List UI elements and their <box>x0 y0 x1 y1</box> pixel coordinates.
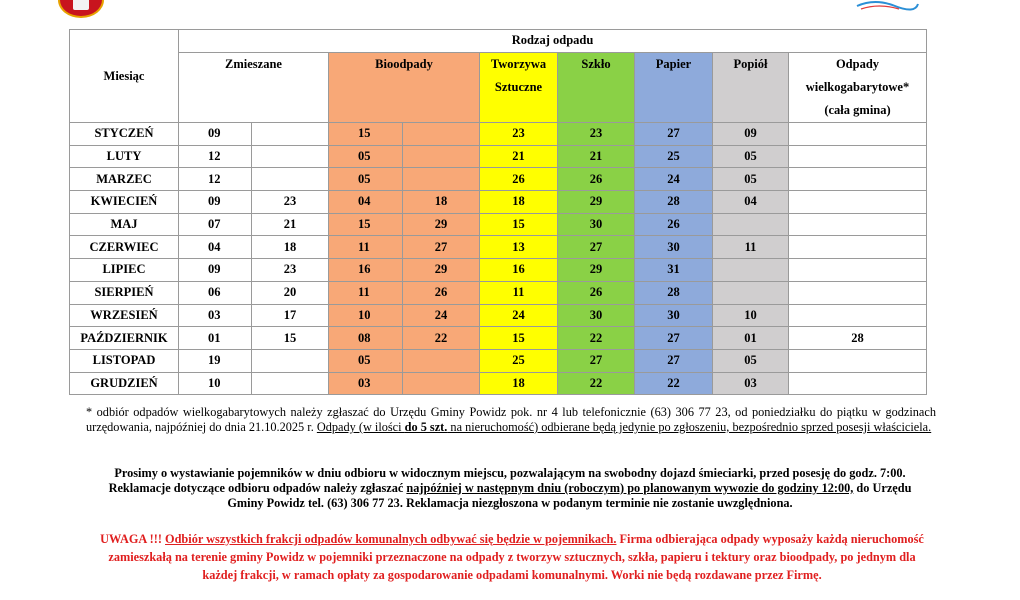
sponsor-logo-icon <box>855 0 920 16</box>
table-row <box>70 304 927 327</box>
date-cell-w <box>789 213 927 236</box>
date-cell-z1: 09 <box>179 259 252 282</box>
date-cell-s: 27 <box>558 349 635 372</box>
date-cell-po: 01 <box>713 327 789 350</box>
date-cell-t: 18 <box>480 191 558 214</box>
date-cell-b2: 29 <box>403 259 480 282</box>
date-cell-w <box>789 349 927 372</box>
date-cell-t: 26 <box>480 168 558 191</box>
table-row <box>70 123 927 146</box>
date-cell-z2: 20 <box>252 281 329 304</box>
date-cell-s: 26 <box>558 281 635 304</box>
date-cell-po <box>713 259 789 282</box>
date-cell-s: 23 <box>558 123 635 146</box>
date-cell-p: 28 <box>635 191 713 214</box>
date-cell-w <box>789 259 927 282</box>
date-cell-b1: 10 <box>329 304 403 327</box>
date-cell-z2 <box>252 145 329 168</box>
month-cell: CZERWIEC <box>70 236 179 259</box>
date-cell-w <box>789 191 927 214</box>
table-row <box>70 191 927 214</box>
date-cell-b1: 05 <box>329 349 403 372</box>
month-cell: LISTOPAD <box>70 349 179 372</box>
date-cell-po <box>713 213 789 236</box>
table-row <box>70 236 927 259</box>
date-cell-b2 <box>403 349 480 372</box>
month-cell: KWIECIEŃ <box>70 191 179 214</box>
date-cell-w <box>789 281 927 304</box>
date-cell-z2: 21 <box>252 213 329 236</box>
date-cell-b1: 05 <box>329 168 403 191</box>
table-row <box>70 349 927 372</box>
date-cell-s: 21 <box>558 145 635 168</box>
waste-collection-schedule-table <box>69 29 927 395</box>
date-cell-po: 04 <box>713 191 789 214</box>
date-cell-z2 <box>252 168 329 191</box>
date-cell-b2 <box>403 372 480 395</box>
date-cell-z2 <box>252 372 329 395</box>
date-cell-b2 <box>403 145 480 168</box>
date-cell-t: 15 <box>480 213 558 236</box>
month-cell: LIPIEC <box>70 259 179 282</box>
date-cell-t: 16 <box>480 259 558 282</box>
date-cell-z1: 10 <box>179 372 252 395</box>
date-cell-p: 31 <box>635 259 713 282</box>
header-zmieszane: Zmieszane <box>179 52 329 122</box>
date-cell-b2 <box>403 123 480 146</box>
date-cell-t: 11 <box>480 281 558 304</box>
date-cell-w <box>789 372 927 395</box>
month-cell: PAŹDZIERNIK <box>70 327 179 350</box>
date-cell-t: 25 <box>480 349 558 372</box>
bin-placement-notice: Prosimy o wystawianie pojemników w dniu odbioru w widocznym miejscu, pozwalającym na swobodny dojazd śmieciarki, przed posesję do godz. 7:00. Reklamacje dotyczące odbioru odpadów należy zgłaszać najpóźniej w następnym dniu (roboczym) po planowanym wywozie do godziny 12:00, do Urzędu Gminy Powidz tel. (63) 306 77 23. Reklamacja niezgłoszona w podanym terminie nie zostanie uwzględniona. <box>108 466 912 510</box>
date-cell-b2: 18 <box>403 191 480 214</box>
date-cell-p: 26 <box>635 213 713 236</box>
date-cell-b1: 11 <box>329 281 403 304</box>
date-cell-s: 30 <box>558 213 635 236</box>
municipality-coat-of-arms-icon <box>58 0 104 18</box>
date-cell-w: 28 <box>789 327 927 350</box>
date-cell-z1: 12 <box>179 168 252 191</box>
table-row <box>70 281 927 304</box>
month-header: Miesiąc <box>70 30 179 123</box>
table-row <box>70 213 927 236</box>
month-cell: MAJ <box>70 213 179 236</box>
date-cell-t: 24 <box>480 304 558 327</box>
date-cell-z1: 01 <box>179 327 252 350</box>
date-cell-s: 30 <box>558 304 635 327</box>
date-cell-t: 18 <box>480 372 558 395</box>
header-bioodpady: Bioodpady <box>329 52 480 122</box>
date-cell-z2 <box>252 349 329 372</box>
date-cell-z1: 09 <box>179 191 252 214</box>
warning-notice: UWAGA !!! Odbiór wszystkich frakcji odpadów komunalnych odbywać się będzie w pojemnikach. Firma odbierająca odpady wyposaży każdą nieruchomość zamieszkałą na terenie gminy Powidz w pojemniki przeznaczone na odpady z tworzyw sztucznych, szkła, papieru i tektury oraz bioodpady, po jednym dla każdej frakcji, w ramach opłaty za gospodarowanie odpadami komunalnymi. Worki nie będą rozdawane przez Firmę. <box>100 532 924 582</box>
table-row <box>70 145 927 168</box>
date-cell-p: 25 <box>635 145 713 168</box>
month-cell: MARZEC <box>70 168 179 191</box>
date-cell-s: 29 <box>558 191 635 214</box>
date-cell-po <box>713 281 789 304</box>
header-tworzywa: Tworzywa Sztuczne <box>480 52 558 122</box>
date-cell-z2 <box>252 123 329 146</box>
table-row <box>70 327 927 350</box>
date-cell-b1: 16 <box>329 259 403 282</box>
date-cell-b1: 15 <box>329 213 403 236</box>
date-cell-w <box>789 236 927 259</box>
date-cell-po: 11 <box>713 236 789 259</box>
waste-type-group-header: Rodzaj odpadu <box>179 30 927 53</box>
date-cell-po: 05 <box>713 349 789 372</box>
date-cell-p: 27 <box>635 123 713 146</box>
month-cell: SIERPIEŃ <box>70 281 179 304</box>
date-cell-b2: 26 <box>403 281 480 304</box>
table-row <box>70 259 927 282</box>
date-cell-z2: 18 <box>252 236 329 259</box>
date-cell-z1: 19 <box>179 349 252 372</box>
date-cell-z1: 12 <box>179 145 252 168</box>
date-cell-b2 <box>403 168 480 191</box>
date-cell-z1: 04 <box>179 236 252 259</box>
month-cell: LUTY <box>70 145 179 168</box>
date-cell-s: 26 <box>558 168 635 191</box>
date-cell-b1: 04 <box>329 191 403 214</box>
date-cell-t: 15 <box>480 327 558 350</box>
date-cell-z2: 15 <box>252 327 329 350</box>
header-popiol: Popiół <box>713 52 789 122</box>
date-cell-b1: 15 <box>329 123 403 146</box>
table-row <box>70 372 927 395</box>
date-cell-z2: 17 <box>252 304 329 327</box>
date-cell-p: 28 <box>635 281 713 304</box>
date-cell-b2: 24 <box>403 304 480 327</box>
date-cell-s: 22 <box>558 327 635 350</box>
schedule-body <box>70 123 927 395</box>
date-cell-w <box>789 168 927 191</box>
date-cell-p: 30 <box>635 236 713 259</box>
month-cell: WRZESIEŃ <box>70 304 179 327</box>
date-cell-z2: 23 <box>252 259 329 282</box>
date-cell-p: 27 <box>635 349 713 372</box>
date-cell-po: 05 <box>713 145 789 168</box>
header-szklo: Szkło <box>558 52 635 122</box>
date-cell-t: 23 <box>480 123 558 146</box>
header-wielkogabarytowe: Odpady wielkogabarytowe* (cała gmina) <box>789 52 927 122</box>
date-cell-b2: 29 <box>403 213 480 236</box>
date-cell-t: 21 <box>480 145 558 168</box>
date-cell-z1: 07 <box>179 213 252 236</box>
header-papier: Papier <box>635 52 713 122</box>
bulky-waste-footnote: * odbiór odpadów wielkogabarytowych należy zgłaszać do Urzędu Gminy Powidz pok. nr 4 lub telefonicznie (63) 306 77 23, od poniedziałku do piątku w godzinach urzędowania, najpóźniej do dnia 21.10.2025 r. Odpady (w ilości do 5 szt. na nieruchomość) odbierane będą jedynie po zgłoszeniu, bezpośrednio sprzed posesji właściciela. <box>86 405 936 434</box>
date-cell-b1: 05 <box>329 145 403 168</box>
date-cell-z1: 09 <box>179 123 252 146</box>
month-cell: STYCZEŃ <box>70 123 179 146</box>
date-cell-p: 30 <box>635 304 713 327</box>
date-cell-b2: 27 <box>403 236 480 259</box>
date-cell-b1: 11 <box>329 236 403 259</box>
date-cell-s: 29 <box>558 259 635 282</box>
date-cell-p: 27 <box>635 327 713 350</box>
date-cell-po: 05 <box>713 168 789 191</box>
table-row <box>70 168 927 191</box>
date-cell-z2: 23 <box>252 191 329 214</box>
date-cell-z1: 06 <box>179 281 252 304</box>
month-cell: GRUDZIEŃ <box>70 372 179 395</box>
date-cell-p: 22 <box>635 372 713 395</box>
date-cell-b2: 22 <box>403 327 480 350</box>
date-cell-z1: 03 <box>179 304 252 327</box>
date-cell-b1: 03 <box>329 372 403 395</box>
date-cell-po: 10 <box>713 304 789 327</box>
date-cell-w <box>789 123 927 146</box>
date-cell-s: 27 <box>558 236 635 259</box>
date-cell-po: 09 <box>713 123 789 146</box>
date-cell-s: 22 <box>558 372 635 395</box>
date-cell-b1: 08 <box>329 327 403 350</box>
date-cell-t: 13 <box>480 236 558 259</box>
date-cell-p: 24 <box>635 168 713 191</box>
date-cell-po: 03 <box>713 372 789 395</box>
date-cell-w <box>789 304 927 327</box>
date-cell-w <box>789 145 927 168</box>
